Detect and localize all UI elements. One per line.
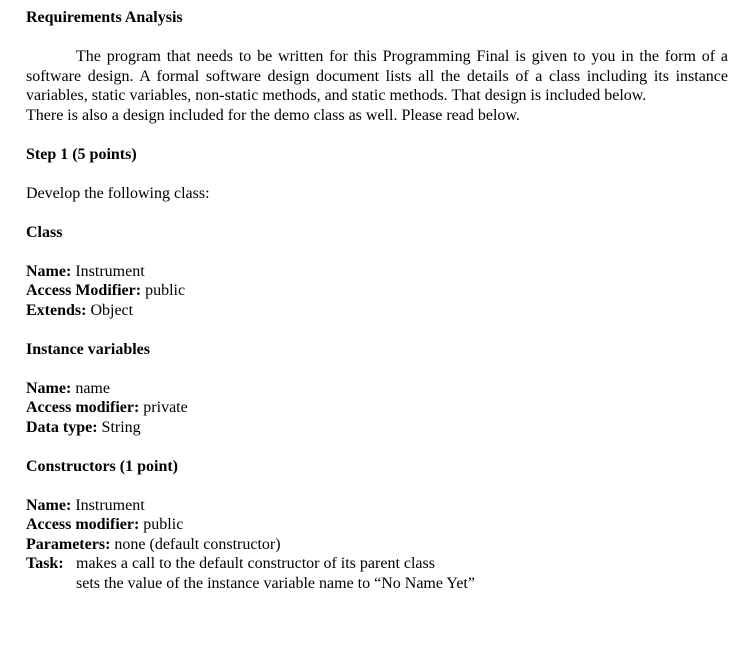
class-title: Class xyxy=(26,223,63,241)
class-access-row xyxy=(26,281,741,301)
field-value: none (default constructor) xyxy=(114,535,281,553)
field-value: String xyxy=(101,418,141,436)
class-name-row xyxy=(26,262,741,282)
iv-type-row xyxy=(26,418,741,438)
intro-last-line: There is also a design included for the demo class as well. Please read below. xyxy=(26,106,520,124)
spacer xyxy=(26,203,741,223)
document-page xyxy=(26,8,741,593)
step1-title: Step 1 (5 points) xyxy=(26,145,137,163)
ctor-access-row xyxy=(26,515,741,535)
field-label: Access modifier: xyxy=(26,516,140,533)
field-value: public xyxy=(143,516,184,533)
field-value: Instrument xyxy=(75,262,145,280)
iv-access-row xyxy=(26,398,741,418)
ctor-params-row xyxy=(26,535,741,555)
section-heading: Requirements Analysis xyxy=(26,9,183,26)
field-label: Name: xyxy=(26,496,72,514)
spacer xyxy=(26,28,741,48)
task-description xyxy=(76,554,475,593)
spacer xyxy=(26,164,741,184)
step1-instruction: Develop the following class: xyxy=(26,184,210,202)
class-extends-row xyxy=(26,301,741,321)
constructors-title: Constructors (1 point) xyxy=(26,457,178,475)
instance-variables-title: Instance variables xyxy=(26,340,150,358)
field-label: Name: xyxy=(26,379,72,397)
field-value: private xyxy=(143,399,188,416)
intro-paragraph: The program that needs to be written for this Programming Final is given to you in the form of a software design. A formal software design document lists all the details of a class including its instance variables, static variables, non-static methods, and static methods. That design is included below. xyxy=(26,48,728,104)
field-value: public xyxy=(145,282,186,299)
spacer xyxy=(26,242,741,262)
spacer xyxy=(26,125,741,145)
iv-name-row xyxy=(26,379,741,399)
spacer xyxy=(26,320,741,340)
field-label: Data type: xyxy=(26,418,98,436)
field-value: Instrument xyxy=(75,496,145,514)
ctor-task-row xyxy=(26,554,741,593)
field-label: Name: xyxy=(26,262,72,280)
task-line: makes a call to the default constructor of its parent class xyxy=(76,555,435,572)
spacer xyxy=(26,437,741,457)
ctor-name-row xyxy=(26,496,741,516)
field-label: Parameters: xyxy=(26,535,111,553)
field-label: Access Modifier: xyxy=(26,282,142,299)
spacer xyxy=(26,359,741,379)
field-label: Task: xyxy=(26,555,64,572)
field-label: Access modifier: xyxy=(26,399,140,416)
task-line: sets the value of the instance variable name to “No Name Yet” xyxy=(76,574,475,592)
field-value: name xyxy=(75,379,110,397)
field-value: Object xyxy=(90,301,134,319)
spacer xyxy=(26,476,741,496)
field-label: Extends: xyxy=(26,301,87,319)
